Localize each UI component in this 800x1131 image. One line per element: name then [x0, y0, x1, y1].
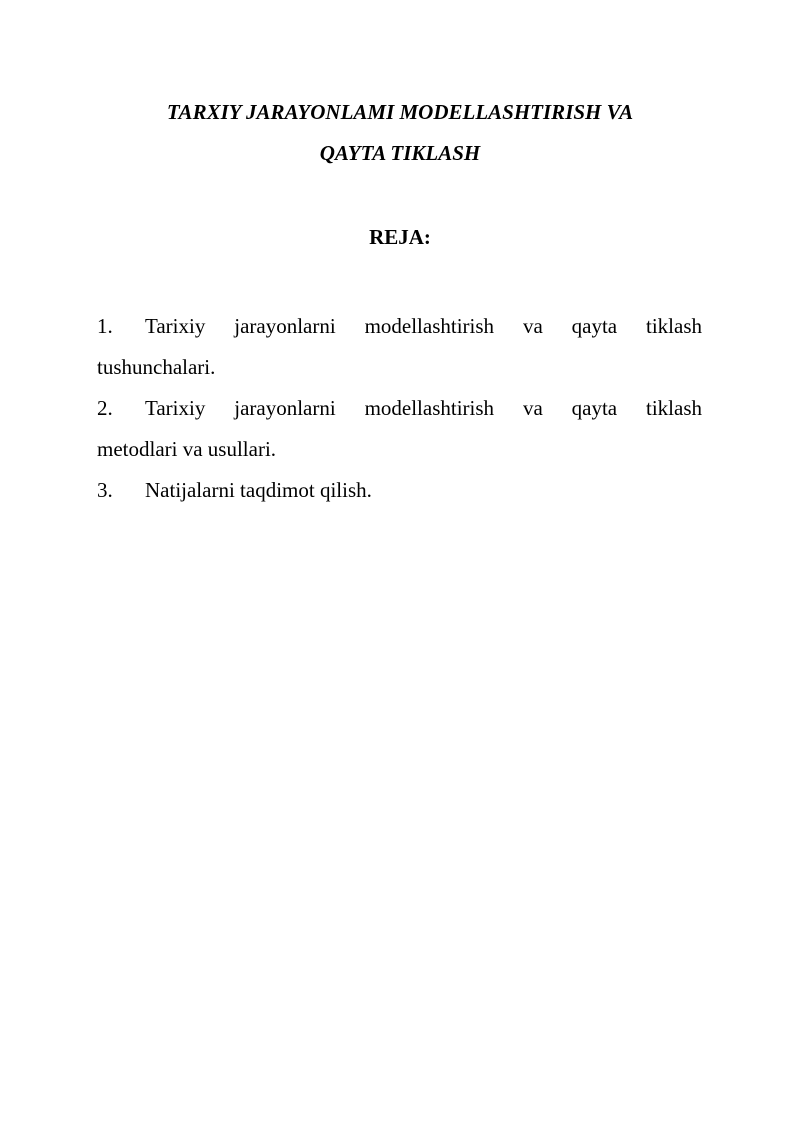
- document-title-line-1: TARXIY JARAYONLAMI MODELLASHTIRISH VA: [166, 100, 634, 124]
- plan-item-word: tiklash: [646, 396, 702, 420]
- plan-item-word: va: [522, 314, 543, 338]
- plan-item-1-words: [145, 306, 702, 347]
- plan-item-3-line-1: [97, 470, 702, 511]
- plan-item-word: modellashtirish: [364, 314, 495, 338]
- plan-item-word: va: [522, 396, 543, 420]
- plan-item-3: [97, 470, 702, 511]
- plan-item-number: 2.: [97, 396, 113, 420]
- plan-item-text: Natijalarni taqdimot qilish.: [145, 478, 372, 502]
- plan-list: [97, 306, 702, 511]
- plan-item-word: jarayonlarni: [234, 396, 336, 420]
- plan-item-word: tiklash: [646, 314, 702, 338]
- plan-item-number: 1.: [97, 314, 113, 338]
- plan-item-2-words: [145, 388, 702, 429]
- plan-item-1: [97, 306, 702, 388]
- plan-item-word: Tarixiy: [145, 314, 206, 338]
- plan-item-number: 3.: [97, 478, 113, 502]
- plan-item-2-line-2: metodlari va usullari.: [97, 437, 277, 461]
- document-title-line-2: QAYTA TIKLASH: [319, 141, 481, 165]
- plan-item-1-line-1: [97, 306, 702, 347]
- plan-item-word: jarayonlarni: [234, 314, 336, 338]
- plan-item-2-line-1: [97, 388, 702, 429]
- plan-item-word: Tarixiy: [145, 396, 206, 420]
- plan-item-word: qayta: [571, 396, 618, 420]
- plan-heading: REJA:: [369, 225, 431, 249]
- plan-item-word: modellashtirish: [364, 396, 495, 420]
- plan-item-word: qayta: [571, 314, 618, 338]
- plan-item-1-line-2: tushunchalari.: [97, 355, 216, 379]
- plan-item-2: [97, 388, 702, 470]
